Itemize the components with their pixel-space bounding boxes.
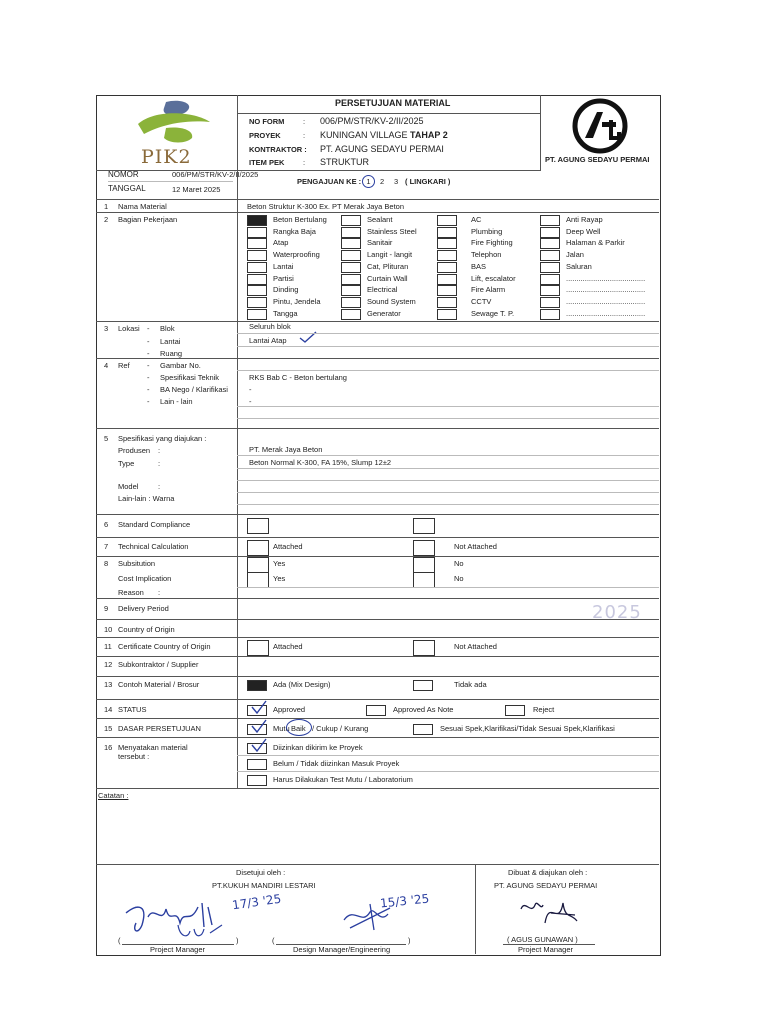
row-label: Delivery Period (118, 604, 169, 613)
lokasi-blok-value[interactable]: Seluruh blok (249, 322, 291, 331)
bagian-pekerjaan-checkbox[interactable] (341, 274, 361, 285)
colon: : (158, 588, 161, 597)
bagian-pekerjaan-label: Curtain Wall (367, 274, 408, 283)
row-label: Lokasi (118, 324, 140, 333)
bagian-pekerjaan-checkbox[interactable] (437, 274, 457, 285)
bagian-pekerjaan-label: Saluran (566, 262, 592, 271)
standard-compliance-box-1[interactable] (247, 518, 269, 534)
bagian-pekerjaan-checkbox[interactable] (437, 250, 457, 261)
bagian-pekerjaan-checkbox[interactable] (437, 309, 457, 320)
bagian-pekerjaan-checkbox[interactable] (247, 215, 267, 226)
standard-compliance-box-2[interactable] (413, 518, 435, 534)
dash: - (147, 349, 150, 358)
contoh-ada-label: Ada (Mix Design) (273, 680, 331, 689)
nomor-label: NOMOR (108, 170, 139, 179)
sub-label-lantai: Lantai (160, 337, 181, 346)
company-logo-text: PT. AGUNG SEDAYU PERMAI (545, 155, 650, 164)
belum-diizinkan-checkbox[interactable] (247, 759, 267, 770)
status-approved-as-note-label: Approved As Note (393, 705, 454, 714)
row-label: Subsitution (118, 559, 156, 568)
sub-label-gambar: Gambar No. (160, 361, 201, 370)
checkmark-icon (250, 718, 268, 734)
bagian-pekerjaan-label: Beton Bertulang (273, 215, 327, 224)
bagian-pekerjaan-label: Stainless Steel (367, 227, 417, 236)
bagian-pekerjaan-checkbox[interactable] (341, 309, 361, 320)
dibuat-label: Dibuat & diajukan oleh : (508, 868, 588, 877)
project-name: KUNINGAN VILLAGE (320, 130, 408, 140)
cost-no-checkbox[interactable] (413, 572, 435, 588)
colon: : (158, 459, 161, 468)
sub-label-type: Type (118, 459, 135, 468)
bagian-pekerjaan-label: Deep Well (566, 227, 601, 236)
bagian-pekerjaan-checkbox[interactable] (540, 227, 560, 238)
bagian-pekerjaan-checkbox[interactable] (341, 262, 361, 273)
field-sep: : (303, 158, 306, 167)
bagian-pekerjaan-label: ...................................... (566, 285, 646, 294)
dash: - (147, 324, 150, 333)
checkmark-icon (250, 699, 268, 715)
row-number: 1 (104, 202, 109, 211)
certificate-not-attached-label: Not Attached (454, 642, 497, 651)
bagian-pekerjaan-label: Sound System (367, 297, 416, 306)
pik2-logo-text: PIK2 (141, 146, 192, 168)
bagian-pekerjaan-checkbox[interactable] (341, 285, 361, 296)
certificate-not-attached-checkbox[interactable] (413, 640, 435, 656)
row-label: STATUS (118, 705, 147, 714)
sub-label-ruang: Ruang (160, 349, 183, 358)
date-stamp-text: 2025 (592, 602, 642, 623)
bagian-pekerjaan-checkbox[interactable] (540, 250, 560, 261)
project-phase: TAHAP 2 (410, 130, 448, 140)
bagian-pekerjaan-label: ...................................... (566, 274, 646, 283)
row-label-2: tersebut : (118, 752, 150, 761)
row-label: Spesifikasi yang diajukan : (118, 434, 207, 443)
bagian-pekerjaan-label: Plumbing (471, 227, 503, 236)
row-number: 4 (104, 361, 109, 370)
material-name[interactable]: Beton Struktur K-300 Ex. PT Merak Jaya Beton (247, 202, 405, 211)
bagian-pekerjaan-checkbox[interactable] (247, 238, 267, 249)
asp-logo-mark (555, 98, 655, 154)
row-number: 14 (104, 705, 113, 714)
bagian-pekerjaan-label: Telephon (471, 250, 502, 259)
bagian-pekerjaan-label: CCTV (471, 297, 492, 306)
bagian-pekerjaan-label: Waterproofing (273, 250, 320, 259)
bagian-pekerjaan-label: Jalan (566, 250, 584, 259)
bagian-pekerjaan-checkbox[interactable] (437, 285, 457, 296)
row-number: 11 (104, 642, 112, 651)
status-reject-label: Reject (533, 705, 555, 714)
lokasi-lantai-value[interactable]: Lantai Atap (249, 336, 287, 345)
disetujui-company: PT.KUKUH MANDIRI LESTARI (212, 881, 316, 890)
pik2-logo-mark (126, 98, 221, 150)
field-sep: : (303, 117, 306, 126)
pengajuan-note: ( LINGKARI ) (405, 177, 451, 186)
row-label: Bagian Pekerjaan (118, 215, 178, 224)
role-project-manager-right: Project Manager (518, 945, 574, 954)
row-number: 7 (104, 542, 109, 551)
colon: : (158, 482, 161, 491)
row-label: Technical Calculation (118, 542, 189, 551)
bagian-pekerjaan-label: Langit - langit (367, 250, 413, 259)
row-number: 9 (104, 604, 109, 613)
bagian-pekerjaan-checkbox[interactable] (540, 274, 560, 285)
bagian-pekerjaan-label: Partisi (273, 274, 294, 283)
role-project-manager-left: Project Manager (150, 945, 206, 954)
bagian-pekerjaan-label: Pintu, Jendela (273, 297, 321, 306)
bagian-pekerjaan-checkbox[interactable] (540, 297, 560, 308)
bagian-pekerjaan-label: AC (471, 215, 482, 224)
status-approved-as-note-checkbox[interactable] (366, 705, 386, 716)
pengajuan-option-1[interactable] (362, 175, 375, 188)
row-number: 12 (104, 660, 113, 669)
row-label: Standard Compliance (118, 520, 191, 529)
company-logo (545, 98, 655, 168)
dasar-cukup-kurang-label: / Cukup / Kurang (312, 724, 369, 733)
bagian-pekerjaan-checkbox[interactable] (437, 227, 457, 238)
row-number: 5 (104, 434, 109, 443)
field-value-proyek (320, 131, 448, 140)
dibuat-company: PT. AGUNG SEDAYU PERMAI (494, 881, 598, 890)
bagian-pekerjaan-label: Halaman & Parkir (566, 238, 625, 247)
field-label-no-form: NO FORM (249, 117, 285, 126)
pengajuan-option-2[interactable]: 2 (380, 177, 385, 186)
dasar-mutu-label: Mutu (273, 724, 290, 733)
test-mutu-label: Harus Dilakukan Test Mutu / Laboratorium (273, 775, 413, 784)
row-label: Menyatakan material (118, 743, 188, 752)
dasar-baik-label: Baik (291, 724, 306, 733)
catatan-label: Catatan : (98, 791, 129, 800)
form-title: PERSETUJUAN MATERIAL (335, 98, 451, 108)
bagian-pekerjaan-checkbox[interactable] (540, 262, 560, 273)
row-number: 13 (104, 680, 113, 689)
dash: - (147, 373, 150, 382)
bagian-pekerjaan-label: Sanitair (367, 238, 393, 247)
pengajuan-option-3[interactable]: 3 (394, 177, 399, 186)
status-approved-label: Approved (273, 705, 306, 714)
tanggal-label: TANGGAL (108, 184, 146, 193)
bagian-pekerjaan-label: Cat, Plituran (367, 262, 409, 271)
signature-agus-gunawan (515, 893, 585, 933)
cost-no-label: No (454, 574, 464, 583)
contoh-ada-checkbox[interactable] (247, 680, 267, 691)
field-label-proyek: PROYEK (249, 131, 281, 140)
bagian-pekerjaan-label: Lift, escalator (471, 274, 516, 283)
certificate-attached-label: Attached (273, 642, 303, 651)
dash: - (147, 397, 150, 406)
cost-implication-label: Cost Implication (118, 574, 172, 583)
bagian-pekerjaan-checkbox[interactable] (341, 250, 361, 261)
handwritten-date: 15/3 '25 (379, 891, 430, 911)
row-number: 8 (104, 559, 109, 568)
row-number: 2 (104, 215, 109, 224)
technical-not-attached-label: Not Attached (454, 542, 497, 551)
bagian-pekerjaan-label: Tangga (273, 309, 298, 318)
bagian-pekerjaan-checkbox[interactable] (540, 238, 560, 249)
bagian-pekerjaan-label: Sewage T. P. (471, 309, 515, 318)
row-label: Certificate Country of Origin (118, 642, 211, 651)
bagian-pekerjaan-label: Atap (273, 238, 289, 247)
bagian-pekerjaan-checkbox[interactable] (437, 238, 457, 249)
colon: : (158, 446, 161, 455)
pengajuan-label: PENGAJUAN KE : (297, 177, 362, 186)
field-value-item-pek: STRUKTUR (320, 157, 369, 167)
pengajuan-option-label: 1 (366, 177, 371, 186)
nomor-value: 006/PM/STR/KV-2/II/2025 (172, 170, 259, 179)
checkmark-icon (250, 737, 268, 753)
contoh-tidak-ada-checkbox[interactable] (413, 680, 433, 691)
subsitution-no-label: No (454, 559, 464, 568)
bagian-pekerjaan-checkbox[interactable] (247, 285, 267, 296)
bagian-pekerjaan-checkbox[interactable] (540, 215, 560, 226)
signature-project-manager (118, 895, 243, 945)
technical-attached-label: Attached (273, 542, 303, 551)
disetujui-label: Disetujui oleh : (236, 868, 286, 877)
bagian-pekerjaan-label: Electrical (367, 285, 398, 294)
bagian-pekerjaan-checkbox[interactable] (247, 250, 267, 261)
field-sep: : (303, 131, 306, 140)
tanggal-value: 12 Maret 2025 (172, 185, 221, 194)
subsitution-no-checkbox[interactable] (413, 557, 435, 573)
bagian-pekerjaan-label: Fire Fighting (471, 238, 513, 247)
row-number: 15 (104, 724, 113, 733)
name-paren-close: ) (408, 936, 411, 945)
diizinkan-label: Diizinkan dikirim ke Proyek (273, 743, 363, 752)
sub-label-warna: Lain-lain : Warna (118, 494, 175, 503)
bagian-pekerjaan-checkbox[interactable] (341, 227, 361, 238)
dash: - (147, 361, 150, 370)
subsitution-yes-checkbox[interactable] (247, 557, 269, 573)
row-label: Subkontraktor / Supplier (118, 660, 199, 669)
cost-yes-checkbox[interactable] (247, 572, 269, 588)
field-label-item-pek: ITEM PEK (249, 158, 285, 167)
certificate-attached-checkbox[interactable] (247, 640, 269, 656)
bagian-pekerjaan-label: Rangka Baja (273, 227, 316, 236)
name-paren-close: ) (236, 936, 239, 945)
row-label: Nama Material (118, 202, 167, 211)
dasar-sesuai-spek-label: Sesuai Spek,Klarifikasi/Tidak Sesuai Spek,Klarifikasi (440, 724, 615, 733)
bagian-pekerjaan-label: BAS (471, 262, 487, 271)
bagian-pekerjaan-checkbox[interactable] (437, 215, 457, 226)
sub-label-spesifikasi: Spesifikasi Teknik (160, 373, 220, 382)
bagian-pekerjaan-checkbox[interactable] (247, 297, 267, 308)
bagian-pekerjaan-label: Dinding (273, 285, 299, 294)
field-label-kontraktor: KONTRAKTOR : (249, 145, 307, 154)
row-number: 16 (104, 743, 113, 752)
bagian-pekerjaan-checkbox[interactable] (341, 238, 361, 249)
bagian-pekerjaan-label: Generator (367, 309, 401, 318)
subsitution-yes-label: Yes (273, 559, 286, 568)
ref-ba-value[interactable]: - (249, 385, 252, 394)
ref-lain-value[interactable]: - (249, 397, 252, 406)
row-number: 3 (104, 324, 109, 333)
role-design-manager: Design Manager/Engineering (293, 945, 391, 954)
name-paren-open: ( (272, 936, 275, 945)
field-value-kontraktor: PT. AGUNG SEDAYU PERMAI (320, 144, 444, 154)
bagian-pekerjaan-checkbox[interactable] (437, 262, 457, 273)
pik2-logo (126, 98, 221, 168)
dasar-sesuai-spek-checkbox[interactable] (413, 724, 433, 735)
sub-label-blok: Blok (160, 324, 175, 333)
ref-spesifikasi-value[interactable]: RKS Bab C - Beton bertulang (249, 373, 347, 382)
bagian-pekerjaan-checkbox[interactable] (247, 309, 267, 320)
bagian-pekerjaan-checkbox[interactable] (247, 274, 267, 285)
bagian-pekerjaan-label: Lantai (273, 262, 294, 271)
name-paren-open: ( (118, 936, 121, 945)
status-reject-checkbox[interactable] (505, 705, 525, 716)
bagian-pekerjaan-label: Anti Rayap (566, 215, 603, 224)
sub-label-produsen: Produsen (118, 446, 151, 455)
type-value[interactable]: Beton Normal K-300, FA 15%, Slump 12±2 (249, 458, 392, 467)
sub-label-lain: Lain - lain (160, 397, 193, 406)
bagian-pekerjaan-label: Sealant (367, 215, 393, 224)
sub-label-ba-nego: BA Nego / Klarifikasi (160, 385, 228, 394)
row-label: DASAR PERSETUJUAN (118, 724, 201, 733)
bagian-pekerjaan-checkbox[interactable] (247, 262, 267, 273)
handwritten-date: 17/3 '25 (231, 891, 283, 913)
bagian-pekerjaan-checkbox[interactable] (341, 297, 361, 308)
reason-label: Reason (118, 588, 144, 597)
technical-not-attached-checkbox[interactable] (413, 540, 435, 556)
row-number: 6 (104, 520, 109, 529)
dash: - (147, 385, 150, 394)
bagian-pekerjaan-checkbox[interactable] (247, 227, 267, 238)
dash: - (147, 337, 150, 346)
bagian-pekerjaan-checkbox[interactable] (540, 309, 560, 320)
bagian-pekerjaan-label: ...................................... (566, 309, 646, 318)
test-mutu-checkbox[interactable] (247, 775, 267, 786)
cost-yes-label: Yes (273, 574, 286, 583)
bagian-pekerjaan-checkbox[interactable] (341, 215, 361, 226)
contoh-tidak-ada-label: Tidak ada (454, 680, 487, 689)
row-label: Contoh Material / Brosur (118, 680, 200, 689)
bagian-pekerjaan-label: Fire Alarm (471, 285, 506, 294)
belum-diizinkan-label: Belum / Tidak diizinkan Masuk Proyek (273, 759, 400, 768)
technical-attached-checkbox[interactable] (247, 540, 269, 556)
agus-gunawan-name: ( AGUS GUNAWAN ) (507, 935, 578, 944)
row-label: Ref (118, 361, 130, 370)
sub-label-model: Model (118, 482, 139, 491)
bagian-pekerjaan-label: ...................................... (566, 297, 646, 306)
produsen-value[interactable]: PT. Merak Jaya Beton (249, 445, 323, 454)
row-number: 10 (104, 625, 113, 634)
bagian-pekerjaan-checkbox[interactable] (540, 285, 560, 296)
field-value-no-form: 006/PM/STR/KV-2/II/2025 (320, 116, 424, 126)
bagian-pekerjaan-checkbox[interactable] (437, 297, 457, 308)
row-label: Country of Origin (118, 625, 175, 634)
